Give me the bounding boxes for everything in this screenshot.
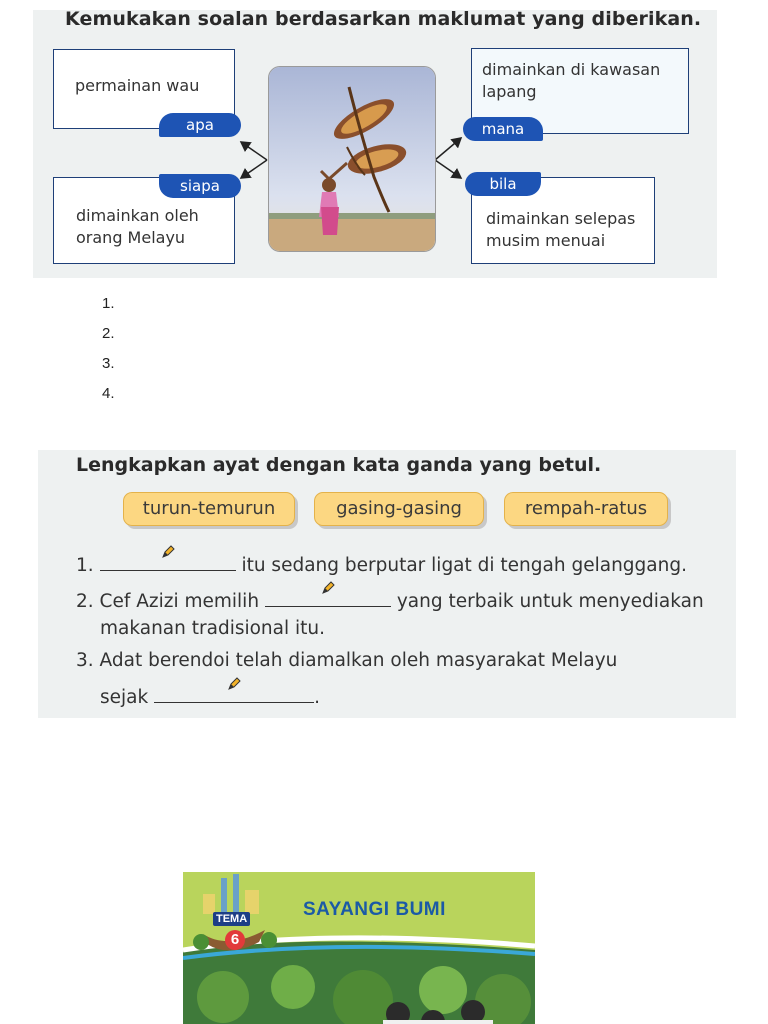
sentence-text: yang terbaik untuk menyediakan — [396, 591, 704, 612]
answer-number: 1. — [102, 295, 115, 312]
pencil-icon — [226, 676, 242, 692]
answer-number: 4. — [102, 385, 115, 402]
tag-mana: mana — [463, 117, 543, 141]
sentence-text: itu sedang berputar ligat di tengah gelanggang. — [241, 555, 687, 576]
card-mana-line2: lapang — [482, 82, 537, 101]
card-siapa-line1: dimainkan oleh — [76, 206, 199, 225]
answer-blank[interactable] — [100, 550, 236, 571]
card-mana-line1: dimainkan di kawasan — [482, 60, 661, 79]
sentence-1 — [76, 550, 687, 581]
sentence-2 — [76, 586, 704, 617]
word-choice-chip: rempah-ratus — [504, 492, 668, 526]
answer-blank[interactable] — [265, 586, 391, 607]
tag-bila: bila — [465, 172, 541, 196]
sentence-3-line2 — [100, 682, 320, 713]
word-choice-chip: turun-temurun — [123, 492, 295, 526]
answer-number: 3. — [102, 355, 115, 372]
sentence-text: Cef Azizi memilih — [99, 591, 260, 612]
fill-in-panel — [38, 450, 736, 718]
card-bila-line2: musim menuai — [486, 231, 606, 250]
pencil-icon — [160, 544, 176, 560]
card-bila-line1: dimainkan selepas — [486, 209, 636, 228]
card-siapa-line2: orang Melayu — [76, 228, 186, 247]
sentence-3 — [76, 646, 617, 676]
card-apa-text: permainan wau — [75, 76, 200, 95]
sentence-text: Adat berendoi telah diamalkan oleh masyarakat Melayu — [99, 650, 618, 671]
kite-photo — [268, 66, 436, 252]
tema-number: 6 — [225, 930, 245, 950]
activity1-title: Kemukakan soalan berdasarkan maklumat yang diberikan. — [65, 8, 702, 30]
activity2-title: Lengkapkan ayat dengan kata ganda yang betul. — [76, 454, 602, 476]
tag-apa: apa — [159, 113, 241, 137]
banner-title: SAYANGI BUMI — [303, 899, 446, 920]
answer-blank[interactable] — [154, 682, 314, 703]
sentence-text: sejak — [100, 687, 149, 708]
question-panel — [33, 10, 717, 278]
tag-siapa: siapa — [159, 174, 241, 198]
sentence-number: 2. — [76, 591, 94, 612]
theme-banner — [183, 872, 535, 1024]
pencil-icon — [320, 580, 336, 596]
answer-list — [102, 293, 115, 413]
sentence-number: 3. — [76, 650, 94, 671]
sentence-2-continuation: makanan tradisional itu. — [100, 618, 326, 639]
answer-number: 2. — [102, 325, 115, 342]
word-choice-chip: gasing-gasing — [314, 492, 484, 526]
sentence-number: 1. — [76, 555, 94, 576]
tema-label: TEMA — [213, 912, 250, 926]
sentence-text: . — [314, 687, 320, 708]
